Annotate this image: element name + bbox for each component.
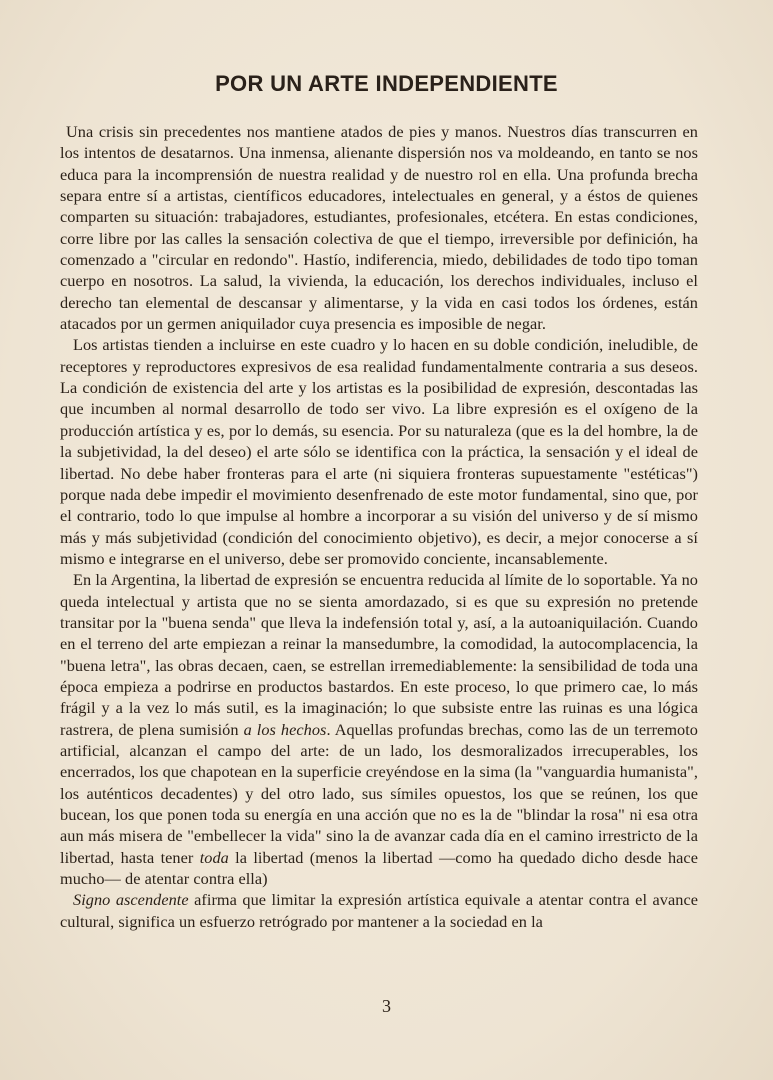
paragraph-3 [60, 569, 698, 889]
paragraph-3-text-c: la libertad (menos la libertad —como ha quedado dicho desde hace mucho— de atentar contra ella) [60, 847, 698, 889]
paragraph-2 [60, 334, 698, 569]
paragraph-1 [60, 121, 698, 334]
paragraph-2-text: Los artistas tienden a incluirse en este cuadro y lo hacen en su doble condición, ineludible, de receptores y reproductores expresivos de esa realidad fundamentalmente contraria a sus deseos. La condición de existencia del arte y los artistas es la posibilidad de expresión, descontadas las que incumben al normal desarrollo de todo ser vivo. La libre expresión es el oxígeno de la producción artística y es, por lo demás, su esencia. Por su naturaleza (que es la del hombre, la de la subjetividad, la del deseo) el arte sólo se identifica con la práctica, la sensación y el ideal de libertad. No debe haber fronteras para el arte (ni siquiera fronteras supuestamente "estéticas") porque nada debe impedir el movimiento desenfrenado de este motor fundamental, sino que, por el contrario, todo lo que impulse al hombre a incorporar a su visión del universo y de sí mismo más y más subjetividad (condición del conocimiento objetivo), es decir, a mejor conocerse a sí mismo e integrarse en el universo, debe ser promovido conciente, incansablemente. [60, 335, 698, 568]
paragraph-4-text: afirma que limitar la expresión artística equivale a atentar contra el avance cultural, significa un esfuerzo retrógrado por mantener a la sociedad en la [60, 890, 698, 931]
paragraph-4-italic-signo-ascendente: Signo ascendente [73, 890, 189, 910]
paragraph-3-italic-toda: toda [199, 847, 229, 867]
paragraph-3-italic-a-los-hechos: a los hechos [243, 719, 327, 739]
paragraph-4 [60, 889, 698, 932]
page-number: 3 [382, 996, 391, 1016]
paragraph-3-text-a: En la Argentina, la libertad de expresión se encuentra reducida al límite de lo soportable. Ya no queda intelectual y artista que no se sienta amordazado, si es que su expresión no pretende transitar por la "buena senda" que lleva la indefensión total y, así, a la autoaniquilación. Cuando en el terreno del arte empiezan a reinar la mansedumbre, la comodidad, la autocomplacencia, la "buena letra", las obras decaen, caen, se estrellan irremediablemente: la sensibilidad de toda una época empieza a podrirse en productos bastardos. En este proceso, lo que primero cae, lo más frágil y a la vez lo más sutil, es la imaginación; lo que subsiste entre las ruinas es una lógica rastrera, de plena sumisión [60, 570, 698, 739]
paragraph-1-text: Una crisis sin precedentes nos mantiene atados de pies y manos. Nuestros días transcurren en los intentos de desatarnos. Una inmensa, alienante dispersión nos va moldeando, en tanto se nos educa para la incomprensión de nuestra realidad y de nuestro rol en ella. Una profunda brecha separa entre sí a artistas, científicos educadores, intelectuales en general, y a éstos de quienes comparten su situación: trabajadores, estudiantes, profesionales, etcétera. En estas condiciones, corre libre por las calles la sensación colectiva de que el tiempo, irreversible por definición, ha comenzado a "circular en redondo". Hastío, indiferencia, miedo, debilidades de todo tipo toman cuerpo en nosotros. La salud, la vivienda, la educación, los derechos individuales, incluso el derecho tan elemental de descansar y alimentarse, y la vida en casi todos los órdenes, están atacados por un germen aniquilador cuya presencia es imposible de negar. [60, 122, 698, 334]
article-title: POR UN ARTE INDEPENDIENTE [215, 71, 558, 96]
article-body [60, 121, 698, 932]
paragraph-3-text-b: . Aquellas profundas brechas, como las de un terremoto artificial, alcanzan el campo del arte: de un lado, los desmoralizados irrecuperables, los encerrados, los que chapotean en la superficie creyéndose en la sima (la "vanguardia humanista", los auténticos decadentes) y del otro lado, sus símiles opuestos, los que se reúnen, los que bucean, los que ponen toda su energía en una acción que no es la de "blindar la rosa" ni esa otra aun más misera de "embellecer la vida" sino la de avanzar cada día en el camino irrestricto de la libertad, hasta tener [60, 719, 698, 867]
